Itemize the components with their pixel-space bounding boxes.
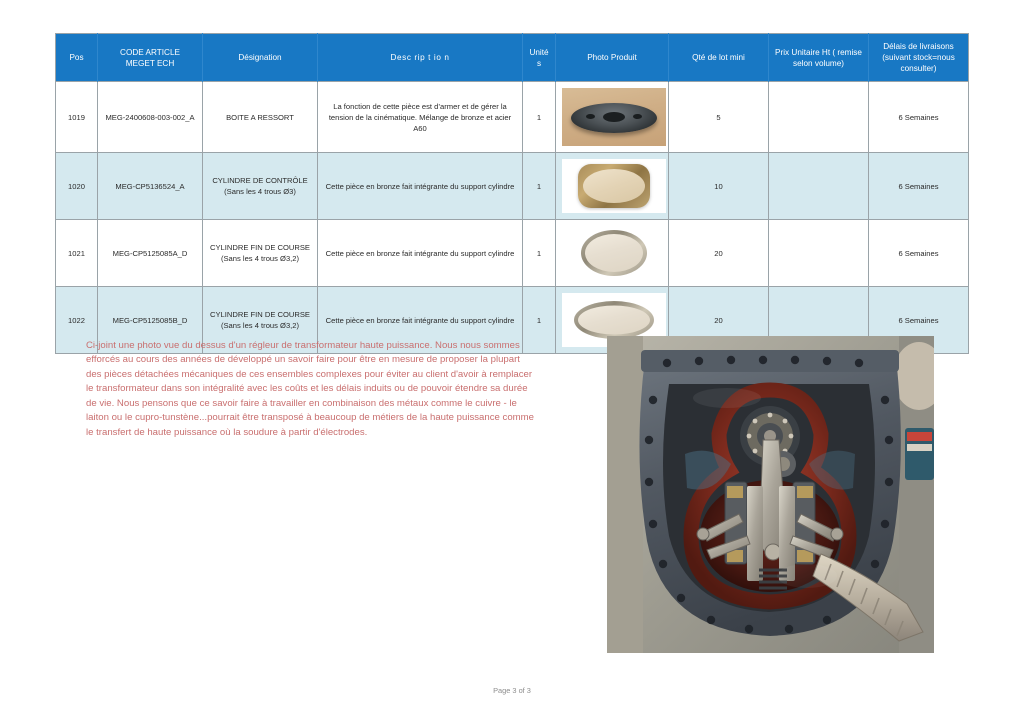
designation-main: CYLINDRE FIN DE COURSE <box>210 310 310 320</box>
cell-description: Cette pièce en bronze fait intégrante du support cylindre <box>318 220 523 287</box>
designation-main: CYLINDRE DE CONTRÔLE <box>212 176 308 186</box>
cell-photo-produit <box>556 153 669 220</box>
table-row <box>56 82 969 153</box>
cell-designation <box>203 153 318 220</box>
cell-prix-unitaire <box>769 220 869 287</box>
table-header-row <box>56 34 969 82</box>
cell-description: La fonction de cette pièce est d’armer et de gérer la tension de la cinématique. Mélange de bronze et acier A60 <box>318 82 523 153</box>
cell-prix-unitaire <box>769 153 869 220</box>
cell-prix-unitaire <box>769 82 869 153</box>
photo-cylindre-fin-de-course-a <box>562 226 666 280</box>
column-header-designation: Désignation <box>203 34 318 82</box>
cell-unite: 1 <box>523 153 556 220</box>
column-header-description: Desc rip t io n <box>318 34 523 82</box>
cell-description: Cette pièce en bronze fait intégrante du support cylindre <box>318 287 523 354</box>
cell-qte-lot-mini: 20 <box>669 220 769 287</box>
photo-cylindre-de-controle <box>562 159 666 213</box>
cell-pos: 1021 <box>56 220 98 287</box>
transformer-tap-changer-photo <box>607 336 934 653</box>
cell-delais-livraisons: 6 Semaines <box>869 153 969 220</box>
column-header-qte-lot-mini: Qté de lot mini <box>669 34 769 82</box>
cell-pos: 1022 <box>56 287 98 354</box>
unite-header-line2: s <box>536 58 542 68</box>
designation-sub: (Sans les 4 trous Ø3,2) <box>220 254 300 264</box>
parts-table <box>55 33 969 354</box>
cell-code-article: MEG-CP5125085B_D <box>98 287 203 354</box>
cell-description: Cette pièce en bronze fait intégrante du support cylindre <box>318 153 523 220</box>
designation-main: BOITE A RESSORT <box>226 112 294 122</box>
cell-unite: 1 <box>523 82 556 153</box>
cell-qte-lot-mini: 10 <box>669 153 769 220</box>
designation-main: CYLINDRE FIN DE COURSE <box>210 243 310 253</box>
cell-code-article: MEG-CP5125085A_D <box>98 220 203 287</box>
cell-delais-livraisons: 6 Semaines <box>869 220 969 287</box>
column-header-prix-unitaire: Prix Unitaire Ht ( remise selon volume) <box>769 34 869 82</box>
tap-changer-illustration <box>607 336 934 653</box>
column-header-unite <box>523 34 556 82</box>
cell-delais-livraisons: 6 Semaines <box>869 287 969 354</box>
designation-sub: (Sans les 4 trous Ø3) <box>224 187 296 197</box>
code-header-line2: MEGET ECH <box>125 58 175 68</box>
cell-photo-produit <box>556 82 669 153</box>
column-header-pos: Pos <box>56 34 98 82</box>
column-header-delais-livraisons: Délais de livraisons (suivant stock=nous consulter) <box>869 34 969 82</box>
cell-designation <box>203 82 318 153</box>
table-row <box>56 153 969 220</box>
page-footer: Page 3 of 3 <box>493 686 531 695</box>
cell-delais-livraisons: 6 Semaines <box>869 82 969 153</box>
cell-designation <box>203 220 318 287</box>
disc-hole-right <box>633 114 642 119</box>
cell-qte-lot-mini: 20 <box>669 287 769 354</box>
cell-code-article: MEG-CP5136524_A <box>98 153 203 220</box>
code-header-line1: CODE ARTICLE <box>120 47 180 57</box>
column-header-code-article <box>98 34 203 82</box>
note-paragraph: Ci-joint une photo vue du dessus d'un régleur de transformateur haute puissance. Nous nous sommes efforcés au cours des années de développé un savoir faire pour être en mesure de proposer la plupart des pièces détachées mécaniques de ces ensembles complexes pour éviter au client d'avoir à remplacer le transformateur dans son intégralité avec les coûts et les délais induits ou de pouvoir étendre sa durée de vie. Nous pensons que ce savoir faire à travailler en combinaison des métaux comme le cuivre - le laiton ou le cupro-tunstène...pourrait être transposé à beaucoup de métiers de la haute puissance comme le transfert de haute puissance où la soudure à partir d'électrodes. <box>86 339 534 439</box>
cell-code-article: MEG-2400608-003-002_A <box>98 82 203 153</box>
table-row <box>56 220 969 287</box>
disc-hole-left <box>586 114 595 119</box>
parts-table-container <box>55 33 968 354</box>
unite-header-line1: Unité <box>529 47 549 57</box>
oval-ring-shape <box>581 230 647 276</box>
oval-ring-shape <box>574 301 654 339</box>
cell-pos: 1020 <box>56 153 98 220</box>
cell-qte-lot-mini: 5 <box>669 82 769 153</box>
bronze-ring-shape <box>578 164 650 208</box>
cell-pos: 1019 <box>56 82 98 153</box>
cell-unite: 1 <box>523 287 556 354</box>
cell-unite: 1 <box>523 220 556 287</box>
photo-boite-a-ressort <box>562 88 666 146</box>
column-header-photo-produit: Photo Produit <box>556 34 669 82</box>
designation-sub: (Sans les 4 trous Ø3,2) <box>220 321 300 331</box>
cell-photo-produit <box>556 220 669 287</box>
